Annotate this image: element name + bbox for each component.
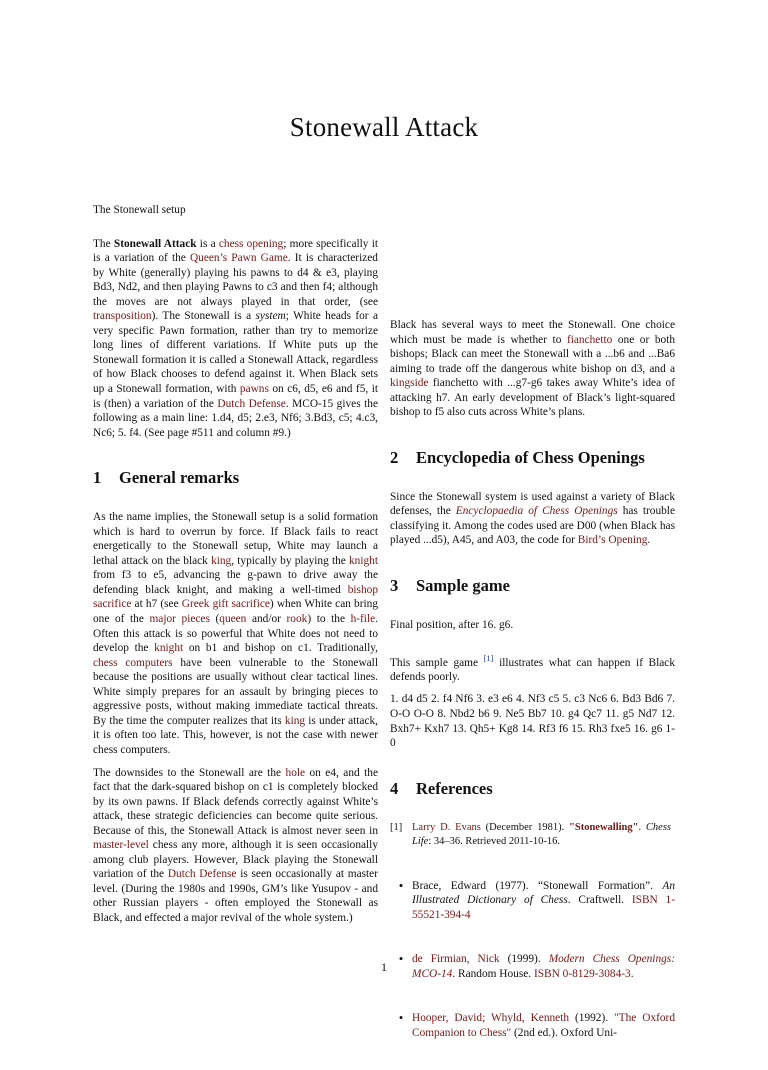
reference-1: [1] Larry D. Evans (December 1981). "Stonewalling". Chess Life: 34–36. Retrieved 2011-10-16.: [390, 821, 672, 847]
link-knight[interactable]: knight: [349, 554, 378, 567]
final-position-caption: Final position, after 16. g6.: [390, 619, 514, 632]
link-dutch-defense-2[interactable]: Dutch Defense: [167, 868, 237, 881]
page-number: 1: [381, 960, 387, 974]
link-rook[interactable]: rook: [286, 613, 308, 626]
link-transposition[interactable]: transposition: [93, 310, 152, 323]
link-birds-opening[interactable]: Bird’s Opening: [577, 534, 648, 547]
link-king[interactable]: king: [211, 554, 232, 567]
link-chess-computers[interactable]: chess computers: [93, 656, 173, 669]
link-isbn-1[interactable]: ISBN 1-55521-394-4: [412, 894, 675, 921]
link-major-pieces[interactable]: major pieces: [149, 613, 210, 626]
link-knight-2[interactable]: knight: [154, 642, 184, 655]
link-mco-14[interactable]: Modern Chess Openings: MCO-14: [412, 953, 675, 980]
general-paragraph-3: Black has several ways to meet the Stonewall. One choice which must be made is whether to fianchetto one or both bishops; Black can meet the Stonewall with a ...b6 and ...Ba6 aiming to trade off the dangerous white bishop on d3, and a kingside fianchetto with ...g7-g6 takes away White’s idea of attacking h7. An early development of Black’s light-squared bishop to f5 also cuts across White’s plans.: [390, 319, 675, 419]
page-title: Stonewall Attack: [289, 112, 479, 142]
link-chess-opening[interactable]: chess opening: [218, 237, 284, 250]
figure-caption: The Stonewall setup: [93, 204, 186, 216]
bullet-icon: •: [398, 951, 404, 967]
link-eco[interactable]: Encyclopaedia of Chess Openings: [455, 505, 618, 518]
intro-paragraph: The Stonewall Attack is a chess opening; more specifically it is a variation of the Queen’s Pawn Game. It is characterized by White (generally) playing his pawns to d4 & e3, playing Bd3, Nd2, and then playing Pawns to c3 and then f4; although the moves are not always played in that order, (see transposition). The Stonewall is a system; White heads for a very specific Pawn formation, rather than try to memorize long lines of different variations. If White puts up the Stonewall formation it is called a Stonewall Attack, regardless of how Black chooses to defend against it. When Black sets up a Stonewall formation, with pawns on c6, d5, e6 and f5, it is (then) a variation of the Dutch Defense. MCO-15 gives the following as a main line: 1.d4, d5; 2.e3, Nf6; 3.Bd3, c5; 4.c3, Nc6; 5. f4. (See page #511 and column #9.): [93, 237, 379, 439]
game-moves: 1. d4 d5 2. f4 Nf6 3. e3 e6 4. Nf3 c5 5. c3 Nc6 6. Bd3 Bd6 7. O-O O-O 8. Nbd2 b6 9. Ne5 Bb7 10. g4 Qc7 11. g5 Nd7 12. Bxh7+ Kxh7 13. Qh5+ Kg8 14. Rf3 f6 15. Rh3 fxe5 16. g6 1-0: [390, 693, 675, 750]
citation-link-1[interactable]: [1]: [483, 652, 494, 663]
link-larry-evans[interactable]: Larry D. Evans: [412, 821, 481, 833]
intro-bold-term: Stonewall Attack: [113, 237, 197, 250]
link-king-2[interactable]: king: [284, 714, 306, 727]
link-greek-gift-sacrifice[interactable]: Greek gift sacrifice: [181, 598, 270, 611]
section-heading-sample-game: 3 Sample game: [390, 576, 510, 596]
link-bishop-sacrifice[interactable]: bishop sacrifice: [93, 583, 378, 611]
link-kingside[interactable]: kingside: [390, 377, 429, 390]
link-queen[interactable]: queen: [219, 613, 247, 626]
link-dutch-defense[interactable]: Dutch Defense: [217, 397, 286, 410]
section-heading-references: 4 References: [390, 778, 493, 798]
general-paragraph-1: As the name implies, the Stonewall setup is a solid formation which is hard to overrun by force. If Black fails to react energetically to the Stonewall setup, White may launch a lethal attack on the black king, typically by playing the knight from f3 to e5, advancing the g-pawn to drive away the defending black knight, and making a well-timed bishop sacrifice at h7 (see Greek gift sacrifice) when White can bring one of the major pieces (queen and/or rook) to the h-file. Often this attack is so powerful that White does not need to develop the knight on b1 and bishop on c1. Traditionally, chess computers have been vulnerable to the Stonewall because the positions are usually without clear tactical lines. White simply prepares for an assault by bringing pieces to aggressive posts, without making immediate tactical threats. By the time the computer realizes that its king is under attack, it is often too late. This, however, is not the case with newer chess computers.: [93, 511, 379, 756]
link-fianchetto[interactable]: fianchetto: [566, 333, 613, 346]
link-hole[interactable]: hole: [285, 766, 306, 779]
link-pawns[interactable]: pawns: [239, 383, 269, 396]
bullet-icon: •: [398, 1010, 404, 1026]
section-heading-general-remarks: 1 General remarks: [93, 468, 240, 488]
link-isbn-2[interactable]: ISBN 0-8129-3084-3: [533, 967, 631, 980]
section-heading-eco: 2 Encyclopedia of Chess Openings: [390, 447, 645, 467]
bibliography-item: • Hooper, David; Whyld, Kenneth (1992). "The Oxford Companion to Chess" (2nd ed.). Oxford Uni-: [390, 1011, 675, 1040]
link-h-file[interactable]: h-file: [350, 613, 376, 626]
link-queens-pawn-game[interactable]: Queen’s Pawn Game: [189, 252, 288, 265]
bibliography-item: • de Firmian, Nick (1999). Modern Chess Openings: MCO-14. Random House. ISBN 0-8129-3084-3.: [390, 952, 675, 981]
general-paragraph-2: The downsides to the Stonewall are the hole on e4, and the fact that the dark-squared bishop on c1 is completely blocked by its own pawns. If Black defends correctly against White’s attack, these strategic deficiencies can become quite serious. Because of this, the Stonewall Attack is almost never seen in master-level chess any more, although it is seen occasionally among club players. However, Black playing the Stonewall variation of the Dutch Defense is seen occasionally at master level. (During the 1980s and 1990s, GM’s like Yusupov - and other Russian players - often employed the Stonewall as Black, and effected a major revival of the whole system.): [93, 766, 379, 924]
bullet-icon: •: [398, 877, 404, 893]
link-hooper-whyld[interactable]: Hooper, David; Whyld, Kenneth: [412, 1012, 570, 1025]
left-column: [93, 203, 378, 934]
eco-paragraph: Since the Stonewall system is used against a variety of Black defenses, the Encyclopaedia of Chess Openings has trouble classifying it. Among the codes used are D00 (when Black has played ...d5), A45, and A03, the code for Bird’s Opening.: [390, 490, 675, 547]
bibliography-item: • Brace, Edward (1977). “Stonewall Formation”. An Illustrated Dictionary of Chess. Craftwell. ISBN 1-55521-394-4: [390, 879, 675, 923]
sample-intro: This sample game [1] illustrates what can happen if Black defends poorly.: [390, 652, 676, 683]
link-oxford-companion[interactable]: "The Oxford Companion to Chess": [412, 1012, 675, 1039]
link-stonewalling[interactable]: "Stonewalling": [569, 821, 639, 833]
link-master-level[interactable]: master-level: [93, 839, 149, 852]
right-column: [390, 318, 675, 1070]
link-de-firmian[interactable]: de Firmian, Nick: [412, 953, 500, 966]
